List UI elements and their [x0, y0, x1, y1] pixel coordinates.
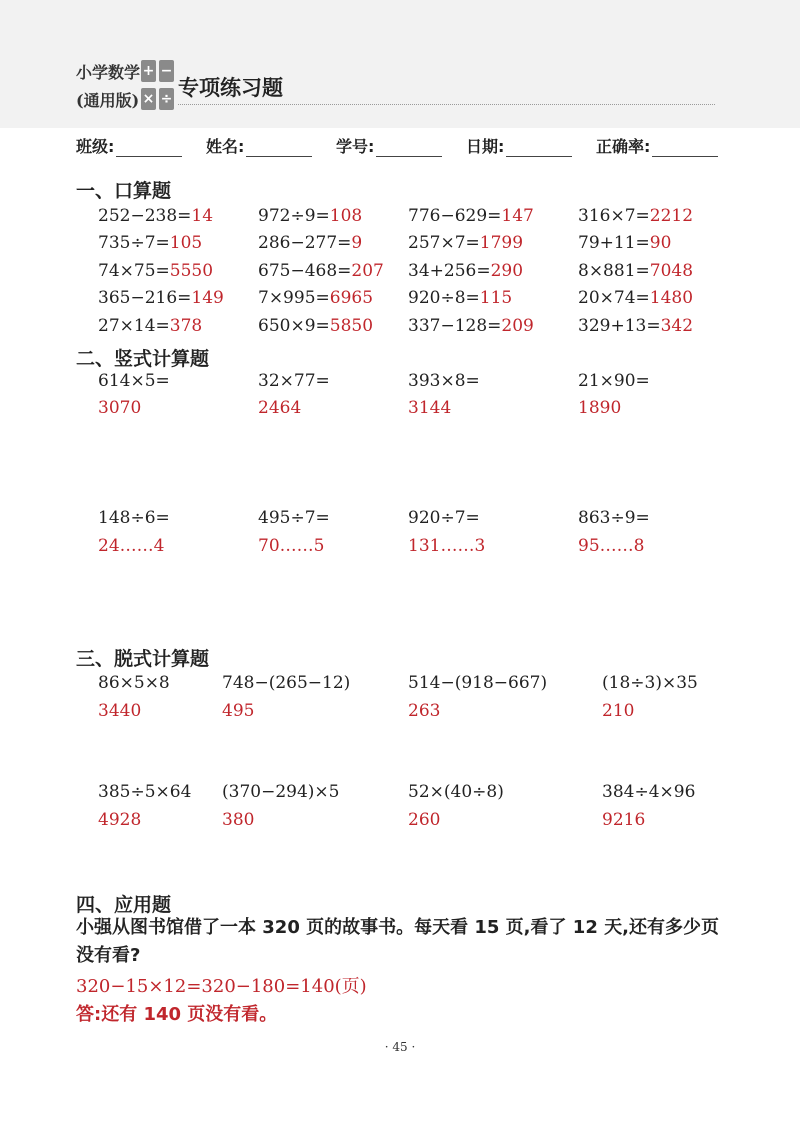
class-field[interactable]	[76, 134, 182, 157]
problem: 337−128=	[408, 316, 502, 336]
problem: 286−277=	[258, 233, 352, 253]
vertical-problem: 21×90=	[578, 371, 650, 391]
oral-item	[98, 233, 202, 253]
answer: 149	[191, 288, 224, 308]
stepwise-answer: 210	[602, 701, 635, 721]
problem: 34+256=	[408, 261, 491, 281]
brand-line1: 小学数学	[76, 63, 141, 82]
student-id-blank[interactable]	[376, 138, 442, 157]
answer: 1480	[649, 288, 694, 308]
answer: 108	[329, 206, 363, 226]
oral-item	[98, 288, 224, 308]
vertical-problem: 495÷7=	[258, 508, 330, 528]
student-id-label: 学号:	[336, 137, 375, 156]
stepwise-answer: 3440	[98, 701, 142, 721]
stepwise-answer: 495	[222, 701, 255, 721]
vertical-answer: 3070	[98, 398, 142, 418]
vertical-answer: 95……8	[578, 536, 645, 556]
problem: 20×74=	[578, 288, 650, 308]
stepwise-problem: 514−(918−667)	[408, 673, 548, 693]
stepwise-problem: 52×(40÷8)	[408, 782, 504, 802]
problem: 365−216=	[98, 288, 192, 308]
stepwise-answer: 260	[408, 810, 441, 830]
brand-line2: (通用版)	[76, 91, 140, 110]
stepwise-problem: (370−294)×5	[222, 782, 340, 802]
oral-item	[258, 206, 362, 226]
vertical-answer: 70……5	[258, 536, 325, 556]
problem: 920÷8=	[408, 288, 480, 308]
oral-item	[578, 233, 671, 253]
stepwise-answer: 4928	[98, 810, 142, 830]
problem: 675−468=	[258, 261, 352, 281]
problem: 776−629=	[408, 206, 502, 226]
answer: 207	[351, 261, 384, 281]
name-field[interactable]	[206, 134, 312, 157]
vertical-answer: 24……4	[98, 536, 165, 556]
answer: 342	[660, 316, 694, 336]
answer: 147	[501, 206, 534, 226]
problem: 27×14=	[98, 316, 170, 336]
vertical-answer: 131……3	[408, 536, 486, 556]
problem: 8×881=	[578, 261, 650, 281]
oral-item	[258, 288, 373, 308]
oral-item	[258, 316, 373, 336]
page-number: · 45 ·	[384, 1040, 416, 1054]
vertical-problem: 614×5=	[98, 371, 170, 391]
date-label: 日期:	[466, 137, 505, 156]
problem: 257×7=	[408, 233, 480, 253]
header-title: 专项练习题	[178, 76, 283, 100]
stepwise-problem: (18÷3)×35	[602, 673, 698, 693]
oral-item	[578, 288, 693, 308]
vertical-problem: 393×8=	[408, 371, 480, 391]
answer: 6965	[329, 288, 374, 308]
word-problem-solution: 320−15×12=320−180=140(页)	[76, 976, 367, 997]
operator-icons	[141, 60, 177, 112]
oral-item	[408, 261, 523, 281]
name-blank[interactable]	[246, 138, 312, 157]
divide-icon: ÷	[159, 88, 174, 110]
answer: 90	[649, 233, 672, 253]
problem: 735÷7=	[98, 233, 170, 253]
header-divider	[178, 104, 715, 105]
word-problem-answer: 答:还有 140 页没有看。	[76, 1004, 278, 1025]
name-label: 姓名:	[206, 137, 245, 156]
plus-icon: +	[141, 60, 156, 82]
answer: 115	[479, 288, 513, 308]
oral-item	[408, 233, 523, 253]
vertical-problem: 148÷6=	[98, 508, 170, 528]
oral-item	[578, 261, 693, 281]
answer: 105	[169, 233, 203, 253]
stepwise-answer: 380	[222, 810, 255, 830]
student-id-field[interactable]	[336, 134, 442, 157]
problem: 329+13=	[578, 316, 661, 336]
vertical-problem: 863÷9=	[578, 508, 650, 528]
problem: 252−238=	[98, 206, 192, 226]
problem: 650×9=	[258, 316, 330, 336]
oral-item	[98, 206, 213, 226]
oral-item	[578, 316, 693, 336]
stepwise-answer: 9216	[602, 810, 646, 830]
vertical-answer: 2464	[258, 398, 302, 418]
section2-title: 二、竖式计算题	[76, 348, 210, 370]
accuracy-blank[interactable]	[652, 138, 718, 157]
oral-item	[258, 261, 384, 281]
date-blank[interactable]	[506, 138, 572, 157]
answer: 378	[169, 316, 203, 336]
accuracy-label: 正确率:	[596, 137, 651, 156]
oral-item	[98, 261, 213, 281]
answer: 5850	[329, 316, 374, 336]
times-icon: ×	[141, 88, 156, 110]
vertical-problem: 920÷7=	[408, 508, 480, 528]
info-row	[76, 134, 726, 158]
oral-item	[578, 206, 693, 226]
oral-item	[408, 288, 512, 308]
stepwise-problem: 86×5×8	[98, 673, 170, 693]
stepwise-answer: 263	[408, 701, 441, 721]
section3-title: 三、脱式计算题	[76, 648, 210, 670]
minus-icon: −	[159, 60, 174, 82]
oral-item	[408, 316, 534, 336]
answer: 5550	[169, 261, 214, 281]
stepwise-problem: 748−(265−12)	[222, 673, 351, 693]
problem: 74×75=	[98, 261, 170, 281]
oral-item	[408, 206, 534, 226]
problem: 972÷9=	[258, 206, 330, 226]
accuracy-field[interactable]	[596, 134, 718, 157]
section1-title: 一、口算题	[76, 180, 172, 202]
stepwise-problem: 384÷4×96	[602, 782, 696, 802]
class-blank[interactable]	[116, 138, 182, 157]
page-header	[0, 0, 800, 128]
answer: 209	[501, 316, 534, 336]
oral-item	[98, 316, 202, 336]
date-field[interactable]	[466, 134, 572, 157]
problem: 316×7=	[578, 206, 650, 226]
answer: 7048	[649, 261, 694, 281]
section4-title: 四、应用题	[76, 894, 172, 916]
vertical-answer: 1890	[578, 398, 622, 418]
class-label: 班级:	[76, 137, 115, 156]
stepwise-problem: 385÷5×64	[98, 782, 192, 802]
problem: 79+11=	[578, 233, 650, 253]
answer: 290	[490, 261, 524, 281]
problem: 7×995=	[258, 288, 330, 308]
oral-item	[258, 233, 362, 253]
answer: 1799	[479, 233, 524, 253]
vertical-problem: 32×77=	[258, 371, 330, 391]
word-problem-text: 小强从图书馆借了一本 320 页的故事书。每天看 15 页,看了 12 天,还有多少页没有看?	[76, 917, 719, 966]
answer: 9	[351, 233, 363, 253]
vertical-answer: 3144	[408, 398, 452, 418]
answer: 14	[191, 206, 214, 226]
answer: 2212	[649, 206, 694, 226]
